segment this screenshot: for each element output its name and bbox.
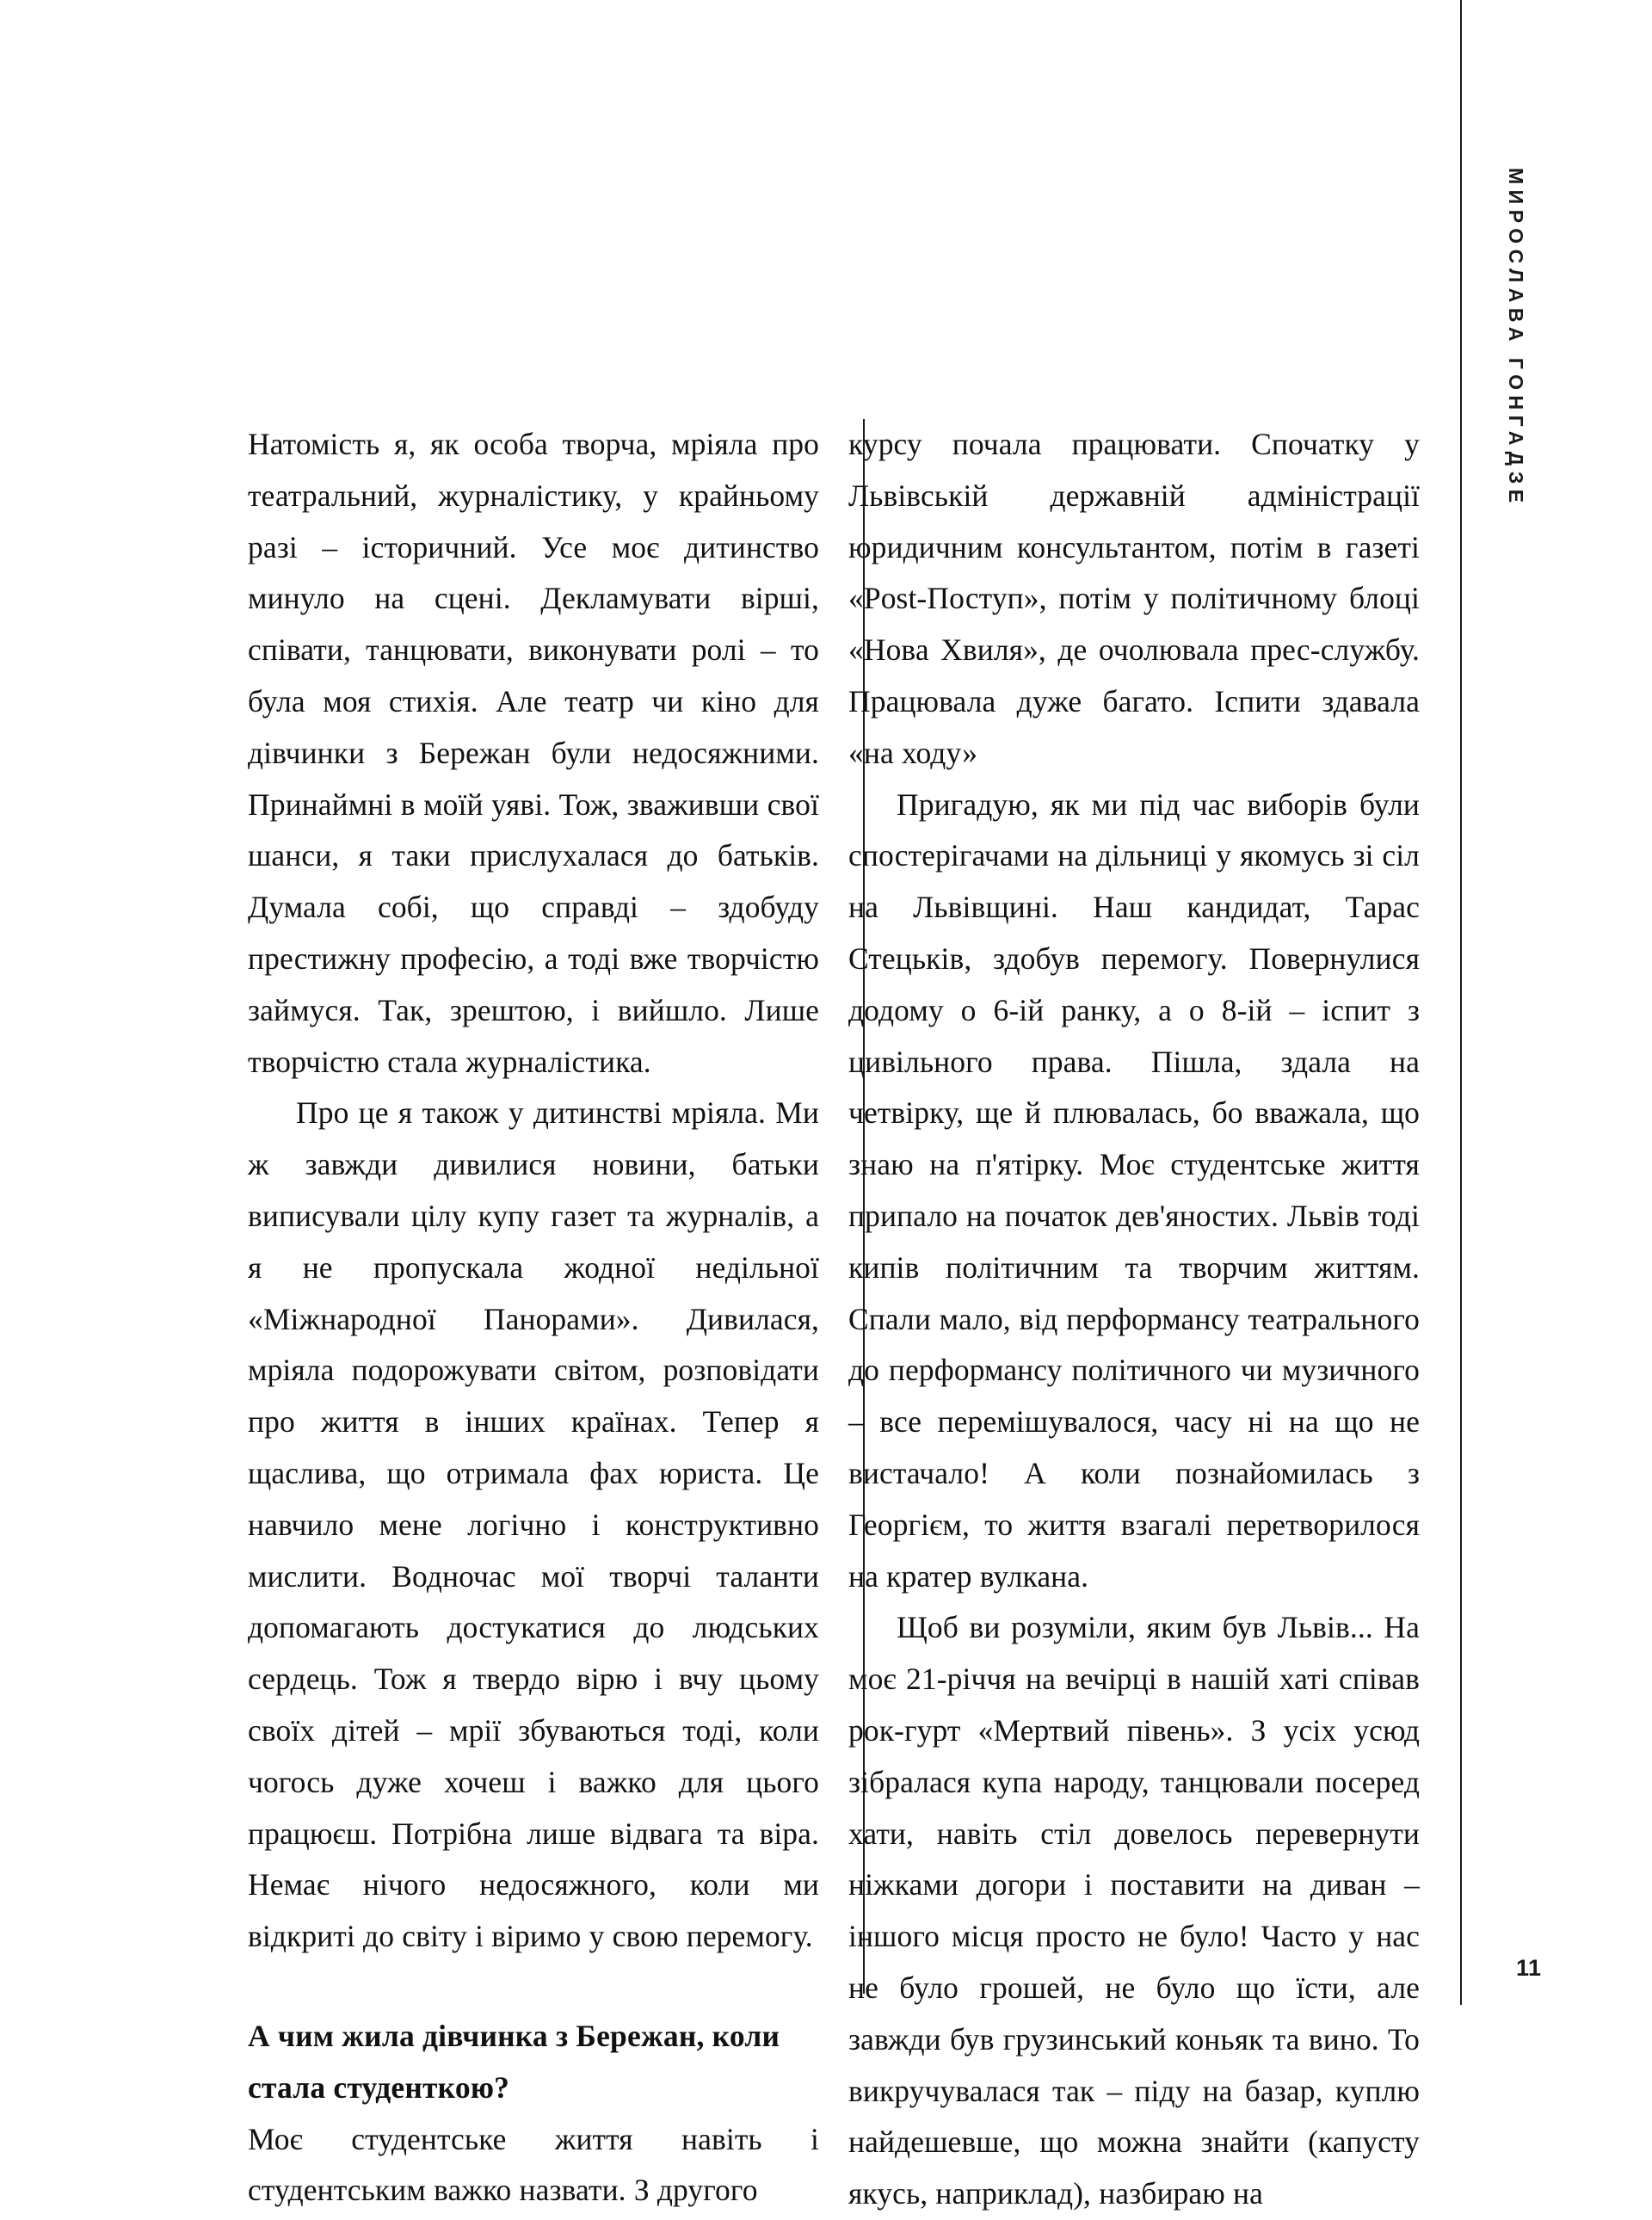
question-heading: А чим жила дівчинка з Бережан, коли стала студенткою?: [248, 2018, 780, 2105]
paragraph: Натомість я, як особа творча, мріяла про театральний, журналістику, у крайньому разі – історичний. Усе моє дитинство минуло на сцені. Декламувати вірші, співати, танцювати, виконувати ролі – то була моя стихія. Але театр чи кіно для дівчинки з Бережан були недосяжними. Принаймні в моїй уяві. Тож, зваживши свої шанси, я таки прислухалася до батьків. Думала собі, що справді – здобуду престижну професію, а тоді вже творчістю займуся. Так, зрештою, і вийшло. Лише творчістю стала журналістика.: [248, 427, 819, 1079]
paragraph: Щоб ви розуміли, яким був Львів... На моє 21-річчя на вечірці в нашій хаті співав рок-гурт «Мертвий півень». З усіх усюд зібралася купа народу, танцювали посеред хати, навіть стіл довелось перевернути ніжками догори і поставити на диван – іншого місця просто не було! Часто у нас не було грошей, не було що їсти, але завжди був грузинський коньяк та вино. То викручувалася так – піду на базар, куплю найдешевше, що можна знайти (капусту якусь, наприклад), назбираю на: [848, 1610, 1420, 2211]
heading-spacer: [248, 1963, 819, 2011]
paragraph: Про це я також у дитинстві мріяла. Ми ж завжди дивилися новини, батьки виписували цілу купу газет та журналів, а я не пропускала жодної недільної «Міжнародної Панорами». Дивилася, мріяла подорожувати світом, розповідати про життя в інших країнах. Тепер я щаслива, що отримала фах юриста. Це навчило мене логічно і конструктивно мислити. Водночас мої творчі таланти допомагають достукатися до людських сердець. Тож я твердо вірю і вчу цьому своїх дітей – мрії збуваються тоді, коли чогось дуже хочеш і важко для цього працюєш. Потрібна лише відвага та віра. Немає нічого недосяжного, коли ми відкриті до світу і віримо у свою перемогу.: [248, 1095, 819, 1954]
page-number: 11: [1516, 1955, 1542, 1981]
right-column: [848, 419, 1420, 2220]
outer-margin-rule: [1460, 0, 1462, 2005]
left-column: [248, 419, 819, 2217]
answer-paragraph: Моє студентське життя навіть і студентським важко назвати. З другого: [248, 2121, 819, 2208]
paragraph: курсу почала працювати. Спочатку у Львівській державній адміністрації юридичним консультантом, потім в газеті «Post-Поступ», потім у політичному блоці «Нова Хвиля», де очолювала прес-службу. Працювала дуже багато. Іспити здавала «на ходу»: [848, 427, 1420, 770]
paragraph: Пригадую, як ми під час виборів були спостерігачами на дільниці у якомусь зі сіл на Львівщині. Наш кандидат, Тарас Стецьків, здобув перемогу. Повернулися додому о 6-ій ранку, а о 8-ій – іспит з цивільного права. Пішла, здала на четвірку, ще й плювалась, бо вважала, що знаю на п'ятірку. Моє студентське життя припало на початок дев'яностих. Львів тоді кипів політичним та творчим життям. Спали мало, від перформансу театрального до перформансу політичного чи музичного – все перемішувалося, часу ні на що не вистачало! А коли познайомилась з Георгієм, то життя взагалі перетворилося на кратер вулкана.: [848, 786, 1420, 1594]
running-head-author: МИРОСЛАВА ГОНГАДЗЕ: [1505, 168, 1527, 509]
